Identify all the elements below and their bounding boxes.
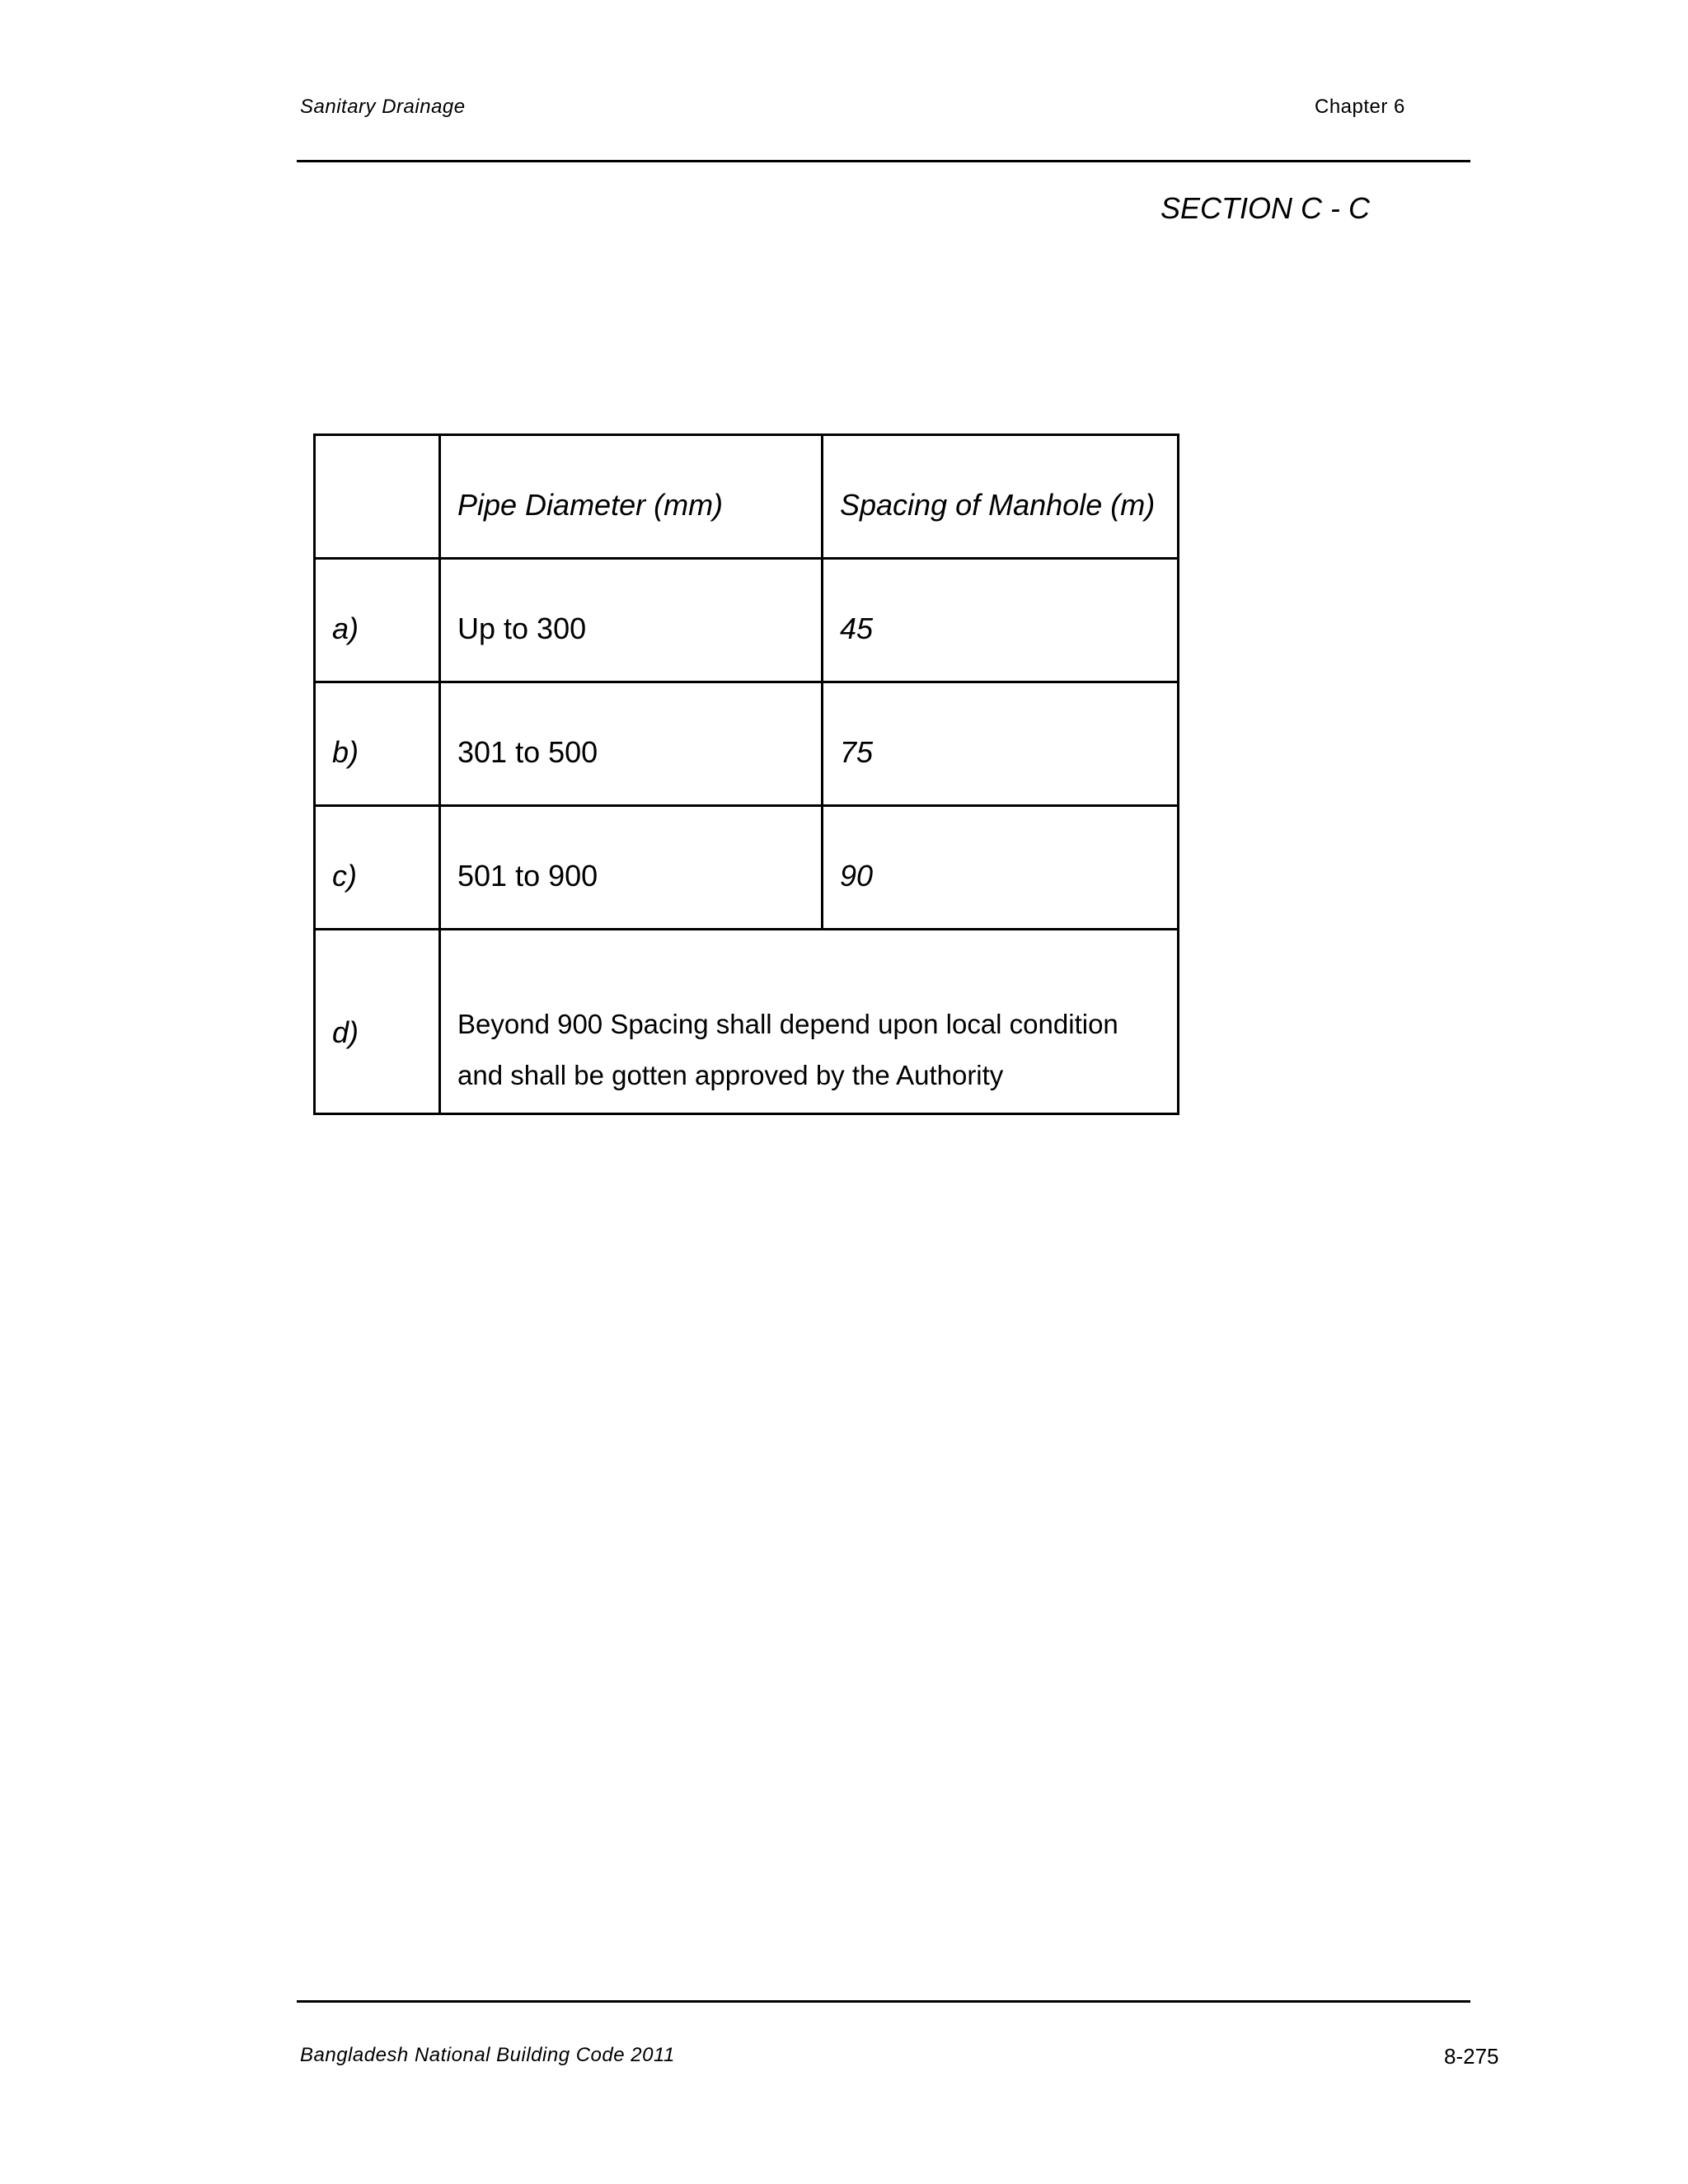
row-label: b) [315,682,440,806]
table-header-row [315,435,1179,559]
table-row [315,806,1179,930]
section-title: SECTION C - C [1160,191,1371,225]
running-footer-title: Bangladesh National Building Code 2011 [300,2044,675,2066]
page-number: 8-275 [1444,2044,1499,2069]
header-cell-pipe-diameter: Pipe Diameter (mm) [440,435,823,559]
manhole-spacing-cell: 75 [823,682,1179,806]
header-cell-blank [315,435,440,559]
manhole-spacing-cell: 45 [823,559,1179,682]
manhole-spacing-table [313,434,1179,1115]
note-cell [440,930,1179,1114]
header-rule [297,160,1470,162]
pipe-diameter-cell: 301 to 500 [440,682,823,806]
header-cell-manhole-spacing: Spacing of Manhole (m) [823,435,1179,559]
table-row-note [315,930,1179,1114]
running-header-title: Sanitary Drainage [300,96,466,118]
row-label: a) [315,559,440,682]
pipe-diameter-cell: Up to 300 [440,559,823,682]
row-label: c) [315,806,440,930]
pipe-diameter-cell: 501 to 900 [440,806,823,930]
table-row [315,559,1179,682]
row-label: d) [315,930,440,1114]
note-line-1: Beyond 900 Spacing shall depend upon local condition [457,1009,1118,1039]
manhole-spacing-cell: 90 [823,806,1179,930]
footer-rule [297,2000,1470,2003]
table-row [315,682,1179,806]
running-header-chapter: Chapter 6 [1315,96,1405,118]
note-line-2: and shall be gotten approved by the Authority [457,1060,1004,1090]
